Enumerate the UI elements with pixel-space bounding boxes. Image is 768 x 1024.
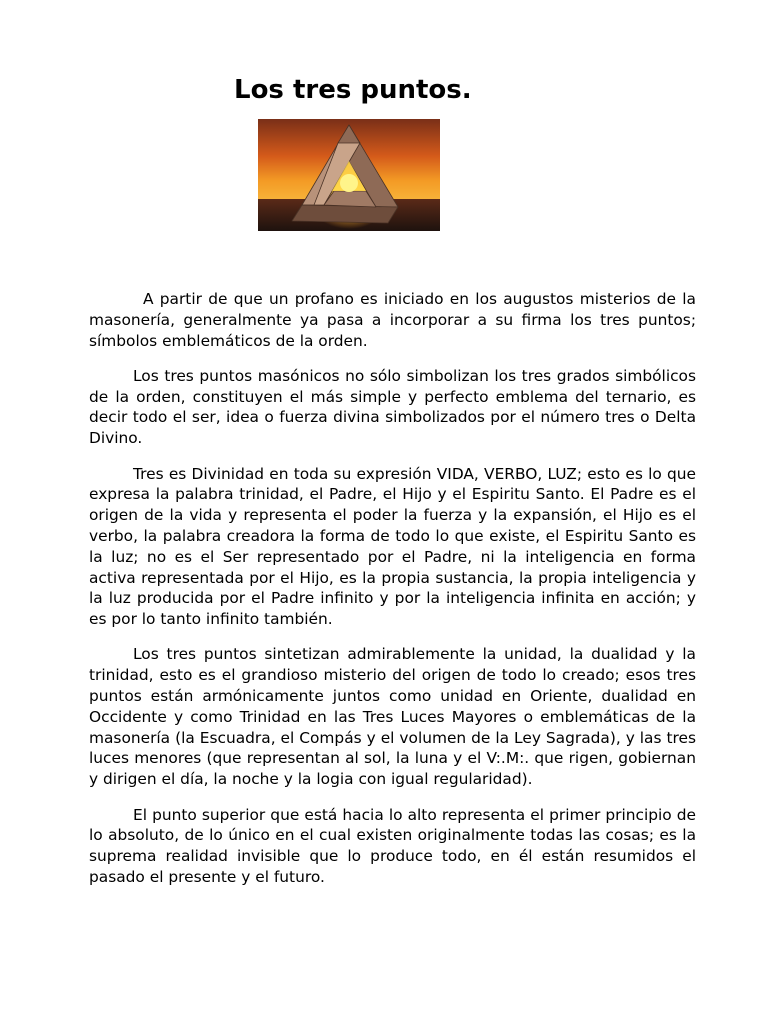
impossible-triangle-icon [258, 119, 440, 231]
paragraph-1: A partir de que un profano es iniciado en los augustos misterios de la masonería, generalmente ya pasa a incorporar a su firma los tres puntos; símbolos emblemáticos de la orden. [89, 290, 696, 350]
body-text [89, 289, 696, 902]
page-title: Los tres puntos. [234, 75, 472, 105]
paragraph-3: Tres es Divinidad en toda su expresión VIDA, VERBO, LUZ; esto es lo que expresa la palabra trinidad, el Padre, el Hijo y el Espiritu Santo. El Padre es el origen de la vida y representa el poder la fuerza y la expansión, el Hijo es el verbo, la palabra creadora la forma de todo lo que existe, el Espiritu Santo es la luz; no es el Ser representado por el Padre, ni la inteligencia en forma activa representada por el Hijo, es la propia sustancia, la propia inteligencia y la luz producida por el Padre infinito y por la inteligencia infinita en acción; y es por lo tanto infinito también. [89, 464, 696, 629]
paragraph-5: El punto superior que está hacia lo alto representa el primer principio de lo absoluto, de lo único en el cual existen originalmente todas las cosas; es la suprema realidad invisible que lo produce todo, en él están resumidos el pasado el presente y el futuro. [89, 805, 696, 886]
paragraph-4: Los tres puntos sintetizan admirablemente la unidad, la dualidad y la trinidad, esto es el grandioso misterio del origen de todo lo creado; esos tres puntos están armónicamente juntos como unidad en Oriente, dualidad en Occidente y como Trinidad en las Tres Luces Mayores o emblemáticas de la masonería (la Escuadra, el Compás y el volumen de la Ley Sagrada), y las tres luces menores (que representan al sol, la luna y el V:.M:. que rigen, gobiernan y dirigen el día, la noche y la logia con igual regularidad). [89, 645, 696, 789]
impossible-triangle-sunset-image [258, 119, 440, 231]
paragraph-2: Los tres puntos masónicos no sólo simbolizan los tres grados simbólicos de la orden, constituyen el más simple y perfecto emblema del ternario, es decir todo el ser, idea o fuerza divina simbolizados por el número tres o Delta Divino. [89, 366, 696, 448]
